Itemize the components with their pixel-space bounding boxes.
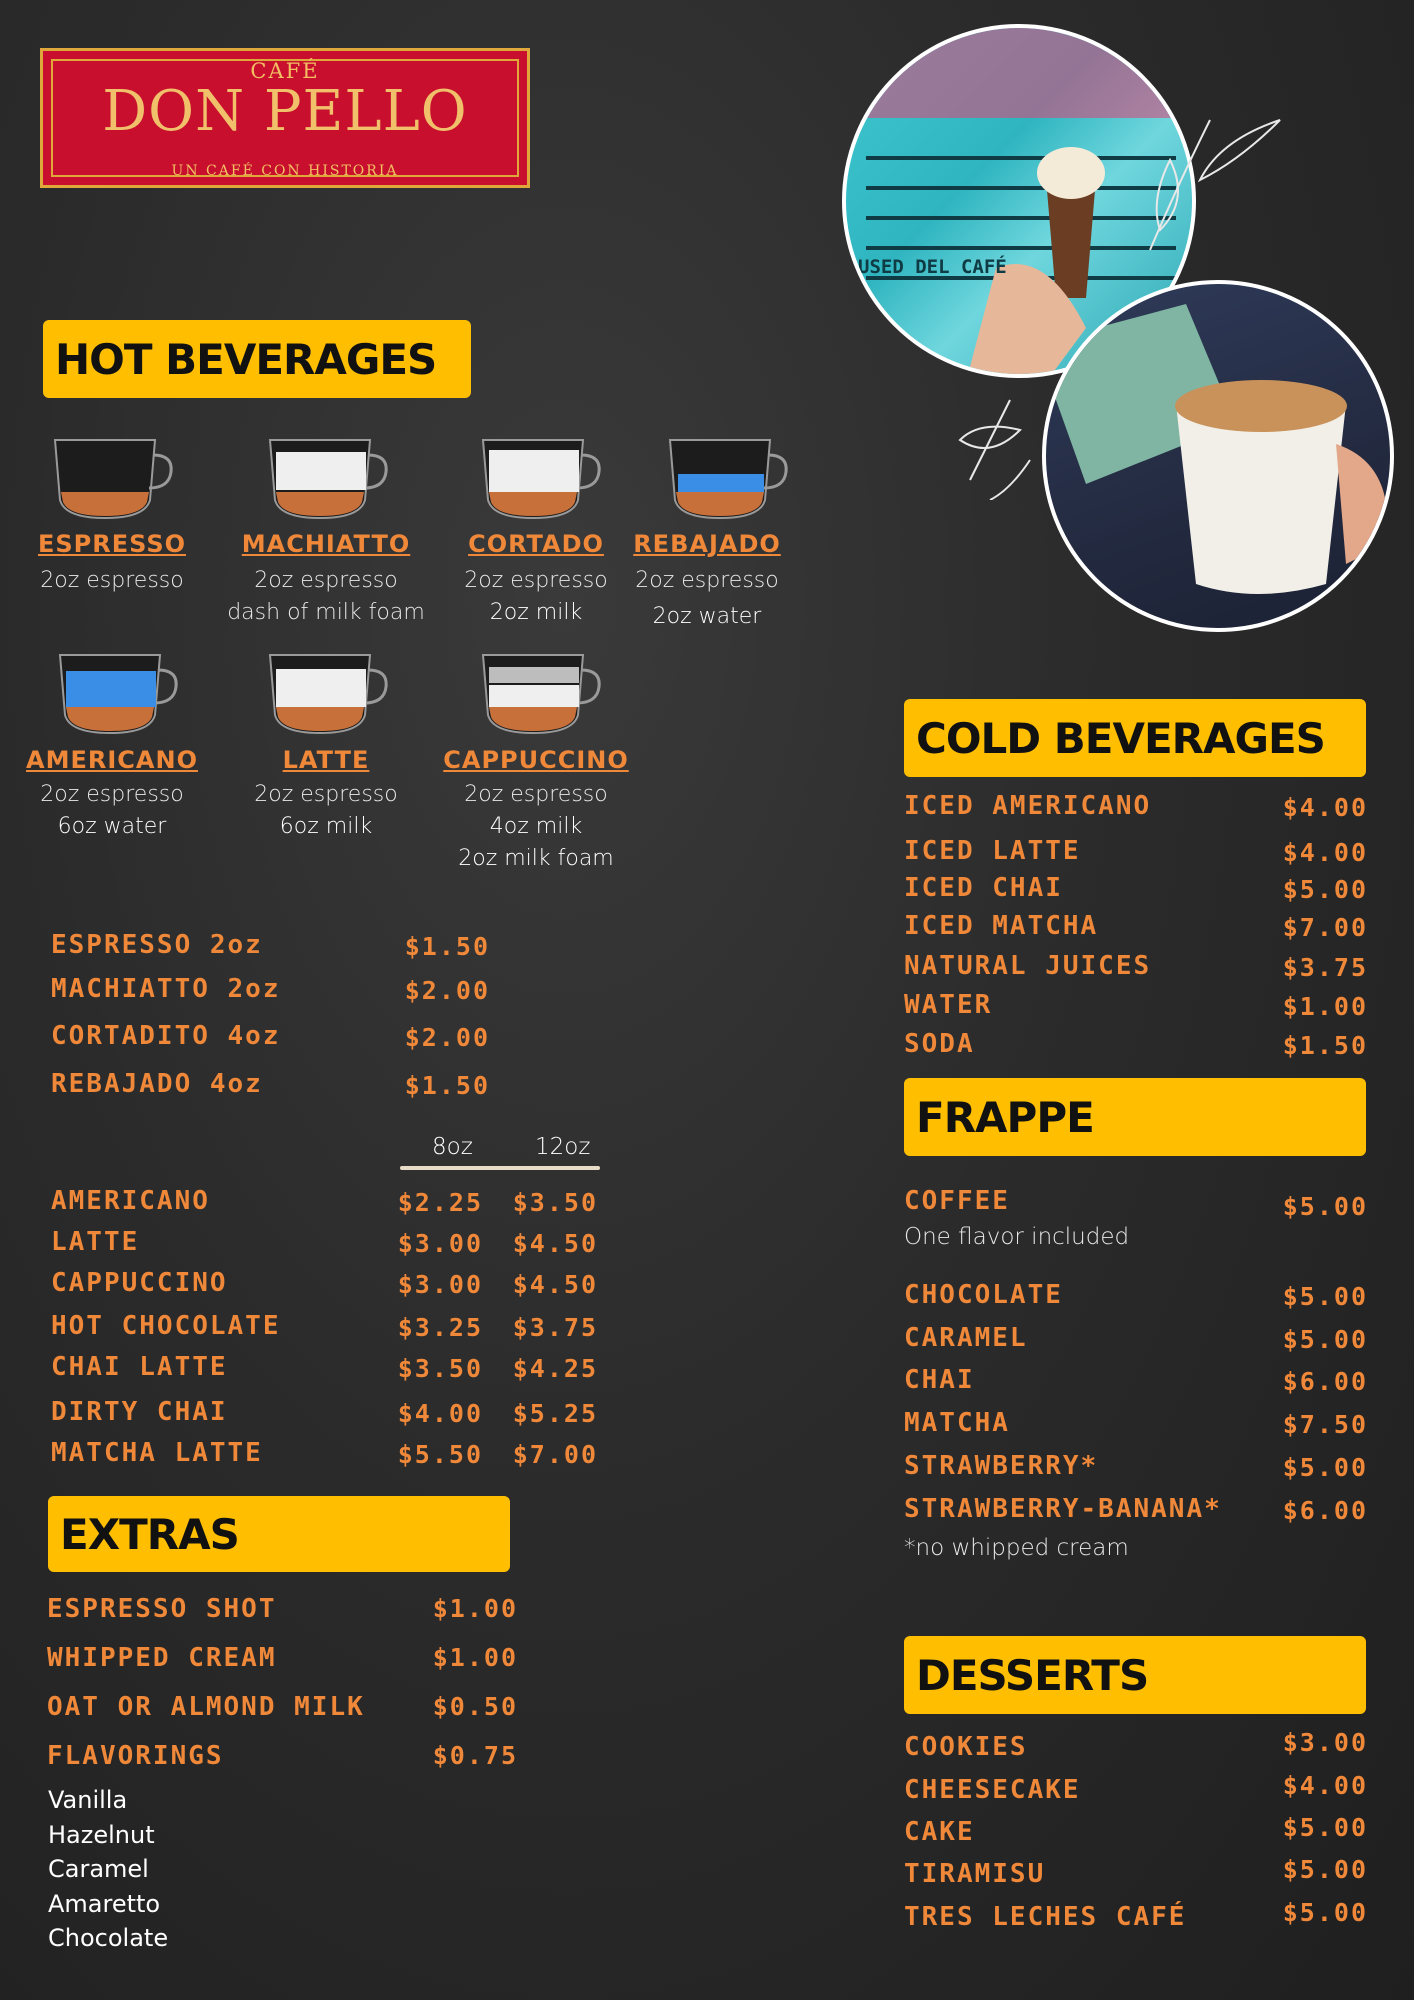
frappe-item-price: $6.00 — [1282, 1496, 1368, 1525]
sized-item-price-8oz: $3.50 — [397, 1354, 483, 1383]
frappe-photo-sign: USED DEL CAFÉ — [858, 256, 1007, 278]
sized-item-price-12oz: $5.25 — [512, 1399, 598, 1428]
menu-item-name: ESPRESSO 2oz — [51, 930, 263, 960]
menu-item-price: $1.50 — [404, 1071, 490, 1100]
drink-desc-americano-1: 2oz espresso — [40, 782, 184, 807]
dessert-item-name: CHEESECAKE — [904, 1775, 1081, 1805]
menu-item-price: $2.00 — [404, 976, 490, 1005]
drink-desc-cortado-2: 2oz milk — [489, 600, 583, 625]
cold-item-name: ICED AMERICANO — [904, 791, 1152, 821]
drink-name-rebajado: REBAJADO — [633, 530, 781, 558]
frappe-item-price: $6.00 — [1282, 1367, 1368, 1396]
menu-item-price: $2.00 — [404, 1023, 490, 1052]
cold-item-price: $1.00 — [1282, 992, 1368, 1021]
extra-item-price: $0.75 — [432, 1741, 518, 1770]
extras-header: EXTRAS — [48, 1496, 510, 1572]
extra-item-name: ESPRESSO SHOT — [47, 1594, 277, 1624]
drink-desc-espresso-1: 2oz espresso — [40, 568, 184, 593]
size-header-underline — [400, 1166, 600, 1170]
sized-item-price-8oz: $2.25 — [397, 1188, 483, 1217]
flavor-item: Vanilla — [48, 1786, 128, 1814]
frappe-item-price: $5.00 — [1282, 1325, 1368, 1354]
flavor-item: Caramel — [48, 1855, 149, 1883]
drink-name-latte: LATTE — [282, 746, 370, 774]
cold-item-price: $5.00 — [1282, 875, 1368, 904]
frappe-item-price: $5.00 — [1282, 1192, 1368, 1221]
rebajado-cup-icon — [660, 430, 790, 525]
flavor-item: Chocolate — [48, 1924, 169, 1952]
latte-photo-art — [1046, 284, 1394, 632]
frappe-coffee-note: One flavor included — [904, 1224, 1130, 1250]
size-header-8oz: 8oz — [432, 1134, 473, 1160]
americano-cup-icon — [50, 645, 180, 740]
frappe-item-name: MATCHA — [904, 1408, 1010, 1438]
cold-item-name: WATER — [904, 990, 993, 1020]
logo-cafe-text: CAFÉ — [250, 59, 320, 83]
dessert-item-price: $5.00 — [1282, 1898, 1368, 1927]
sized-item-price-8oz: $3.00 — [397, 1270, 483, 1299]
cold-item-price: $4.00 — [1282, 838, 1368, 867]
cortado-cup-icon — [473, 430, 603, 525]
flavor-item: Amaretto — [48, 1889, 161, 1918]
sized-item-price-8oz: $3.25 — [397, 1313, 483, 1342]
frappe-item-price: $5.00 — [1282, 1282, 1368, 1311]
dessert-item-name: TRES LECHES CAFÉ — [904, 1902, 1187, 1932]
drink-name-cappuccino: CAPPUCCINO — [443, 746, 629, 774]
frappe-item-name: CARAMEL — [904, 1323, 1028, 1353]
cold-item-name: ICED MATCHA — [904, 911, 1099, 941]
latte-cup-icon — [260, 645, 390, 740]
cold-item-price: $3.75 — [1282, 953, 1368, 982]
machiatto-cup-icon — [260, 430, 390, 525]
cold-item-price: $4.00 — [1282, 793, 1368, 822]
menu-item-price: $1.50 — [404, 932, 490, 961]
drink-name-americano: AMERICANO — [26, 746, 198, 774]
sized-item-price-12oz: $4.25 — [512, 1354, 598, 1383]
drink-desc-americano-2: 6oz water — [57, 814, 167, 839]
cold-item-name: SODA — [904, 1029, 975, 1059]
frappe-item-name: STRAWBERRY* — [904, 1451, 1099, 1481]
frappe-item-name: STRAWBERRY-BANANA* — [904, 1494, 1222, 1524]
frappe-item-name: CHOCOLATE — [904, 1280, 1063, 1310]
cafe-logo — [40, 48, 530, 188]
logo-name-text: DON PELLO — [102, 79, 468, 144]
extra-item-name: OAT OR ALMOND MILK — [47, 1692, 365, 1722]
latte-photo — [1042, 280, 1394, 632]
frappe-footnote: *no whipped cream — [904, 1535, 1129, 1561]
dessert-item-price: $4.00 — [1282, 1771, 1368, 1800]
dessert-item-price: $5.00 — [1282, 1855, 1368, 1884]
cold-item-name: ICED CHAI — [904, 873, 1063, 903]
size-header-12oz: 12oz — [535, 1134, 591, 1160]
drink-name-cortado: CORTADO — [468, 530, 604, 558]
drink-desc-cappuccino-2: 4oz milk — [489, 814, 583, 839]
sized-item-price-8oz: $4.00 — [397, 1399, 483, 1428]
frappe-item-name: CHAI — [904, 1365, 975, 1395]
frappe-item-price: $5.00 — [1282, 1453, 1368, 1482]
desserts-header: DESSERTS — [904, 1636, 1366, 1714]
extra-item-name: WHIPPED CREAM — [47, 1643, 277, 1673]
drink-name-machiatto: MACHIATTO — [241, 530, 411, 558]
menu-item-name: CORTADITO 4oz — [51, 1021, 281, 1051]
cold-item-price: $7.00 — [1282, 913, 1368, 942]
drink-desc-latte-2: 6oz milk — [279, 814, 373, 839]
dessert-item-name: COOKIES — [904, 1732, 1028, 1762]
menu-item-name: MACHIATTO 2oz — [51, 974, 281, 1004]
frappe-item-name: COFFEE — [904, 1186, 1010, 1216]
hot-beverages-header: HOT BEVERAGES — [43, 320, 471, 398]
drink-name-espresso: ESPRESSO — [37, 530, 187, 558]
sized-item-price-8oz: $3.00 — [397, 1229, 483, 1258]
espresso-cup-icon — [45, 430, 175, 525]
drink-desc-cortado-1: 2oz espresso — [464, 568, 608, 593]
dessert-item-name: TIRAMISU — [904, 1859, 1046, 1889]
sized-item-name: HOT CHOCOLATE — [51, 1311, 281, 1341]
drink-desc-rebajado-1: 2oz espresso — [635, 568, 779, 593]
sized-item-name: CAPPUCCINO — [51, 1268, 228, 1298]
drink-desc-cappuccino-1: 2oz espresso — [464, 782, 608, 807]
logo-tagline: UN CAFÉ CON HISTORIA — [171, 163, 399, 179]
sized-item-name: CHAI LATTE — [51, 1352, 228, 1382]
drink-desc-machiatto-2: dash of milk foam — [227, 600, 425, 625]
sized-item-price-12oz: $4.50 — [512, 1229, 598, 1258]
frappe-item-price: $7.50 — [1282, 1410, 1368, 1439]
cold-beverages-header: COLD BEVERAGES — [904, 699, 1366, 777]
flavor-list — [48, 1783, 168, 1956]
drink-desc-machiatto-1: 2oz espresso — [254, 568, 398, 593]
cappuccino-cup-icon — [473, 645, 603, 740]
sized-item-price-12oz: $7.00 — [512, 1440, 598, 1469]
extra-item-price: $1.00 — [432, 1594, 518, 1623]
cold-item-name: ICED LATTE — [904, 836, 1081, 866]
dessert-item-name: CAKE — [904, 1817, 975, 1847]
flavor-item: Hazelnut — [48, 1820, 155, 1849]
drink-desc-rebajado-2: 2oz water — [652, 604, 762, 629]
sized-item-price-12oz: $3.50 — [512, 1188, 598, 1217]
sized-item-name: MATCHA LATTE — [51, 1438, 263, 1468]
sized-item-name: LATTE — [51, 1227, 140, 1257]
sized-item-price-12oz: $4.50 — [512, 1270, 598, 1299]
sized-item-name: AMERICANO — [51, 1186, 210, 1216]
frappe-header: FRAPPE — [904, 1078, 1366, 1156]
extra-item-name: FLAVORINGS — [47, 1741, 224, 1771]
drink-desc-cappuccino-3: 2oz milk foam — [458, 846, 614, 871]
dessert-item-price: $5.00 — [1282, 1813, 1368, 1842]
cold-item-name: NATURAL JUICES — [904, 951, 1152, 981]
drink-desc-latte-1: 2oz espresso — [254, 782, 398, 807]
extra-item-price: $1.00 — [432, 1643, 518, 1672]
sized-item-price-12oz: $3.75 — [512, 1313, 598, 1342]
dessert-item-price: $3.00 — [1282, 1728, 1368, 1757]
menu-item-name: REBAJADO 4oz — [51, 1069, 263, 1099]
sized-item-name: DIRTY CHAI — [51, 1397, 228, 1427]
cold-item-price: $1.50 — [1282, 1031, 1368, 1060]
sized-item-price-8oz: $5.50 — [397, 1440, 483, 1469]
extra-item-price: $0.50 — [432, 1692, 518, 1721]
